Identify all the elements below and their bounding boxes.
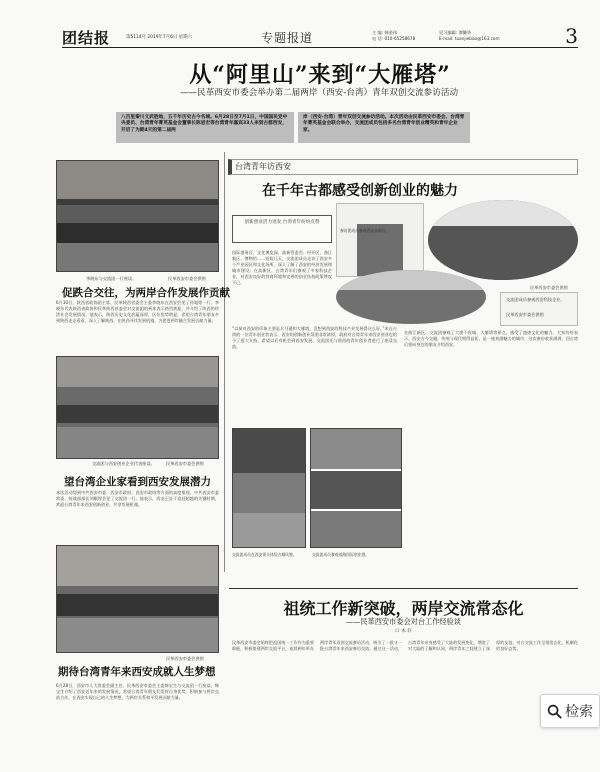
- photo-b-credit: 民革西安市委会供图: [530, 285, 568, 290]
- photo-c-caption: 交流团成员参观西安科技企业。: [506, 297, 565, 302]
- bottom-article-author: 口 本 轩: [395, 629, 412, 634]
- section-title: 专题报道: [261, 31, 314, 45]
- search-label: 检索: [565, 704, 593, 720]
- photo-oval-2: [336, 270, 486, 324]
- photo2-caption: 交流团与西安创业企业代表座谈。: [92, 461, 155, 466]
- photo-a-caption: 参访团成员参观西安高新区。: [340, 228, 390, 233]
- photo1-credit: 民革西安市委会供图: [168, 276, 206, 281]
- photo1-caption: 李晓东与交流团一行座谈。: [86, 276, 137, 281]
- article2-body: 本次活动得到中共西安市委、西安市政府、西安市政协等方面的高度重视。中共西安市委常委、统战部部长刘顺智会见了交流团一行。他表示，西安正处于追赶超越的关键时期，欢迎台湾青年来西安创新创业，共享发展机遇。: [56, 490, 219, 507]
- phone: 电 话: 010-65258678: [372, 36, 416, 41]
- lead-paragraph-left: 八百里秦川文武胜地，五千年历史古今名城。6月28日至7月1日，中国国民党中央委员、台湾青年菁英基金会董事长陈思宏等台湾青年嘉宾33人来到古都西安，开启了为期4天的第二届两: [116, 112, 294, 143]
- photo-handshake: [336, 203, 424, 277]
- photo-d-caption: 交流团成员参观丝路国际创业港。: [312, 552, 369, 557]
- bottom-article-rule: [229, 588, 578, 589]
- trainee-editor: 见习编辑: 谭馨华: [439, 30, 472, 35]
- photo-collage: [310, 428, 402, 548]
- right-body-3: 在曲江新区，交流团参观了大唐不夜城、大雁塔等景点，感受了盛唐文化的魅力。大家纷纷表示，西安古今交融，传统与现代相得益彰，是一座充满魅力的城市，这次参访收获满满，回台湾后要向身边的朋友介绍西安。: [404, 330, 578, 347]
- photo2-credit: 民革西安市委会供图: [166, 461, 204, 466]
- bottom-article-subtitle: ——民革西安市委会对台工作经验谈: [345, 617, 461, 626]
- photo-meeting-3: [56, 545, 219, 653]
- article1-title: 促跌合交往，为两岸合作发展作贡献: [62, 287, 230, 299]
- right-body-2: “以前对西安的印象主要是兵马俑和大雁塔，没想到西安的科技产业发展得这么好。”来自台湾的一位青年创业者表示，西安的创新创业氛围非常浓厚，政府对台湾青年来西安创业也给予了很大支持，希望以后有机会到西安发展。交流团还与陕西的青年创业者进行了座谈交流。: [232, 326, 397, 349]
- search-icon: [547, 704, 562, 719]
- editors-right: [439, 30, 500, 42]
- main-subheadline: ——民革西安市委会举办第二届两岸（西安-台湾）青年双创交流参访活动: [179, 88, 459, 98]
- photo-meeting-2: [56, 356, 219, 459]
- photo-group-oval: [428, 200, 578, 280]
- photo-meeting-1: [56, 160, 219, 272]
- bottom-article-body: 民革西安市委会始终把祖国统一工作作为重要职能，积极搭建两岸交流平台，连续两年举办两岸青年双创交流参访活动，吸引了一批又一批台湾青年来西安参访交流。通过这一活动，台湾青年亲身感受了大陆的发展变化，增进了对大陆的了解和认同，两岸青年之间建立了深厚的友谊，对台交流工作呈现常态化、机制化的良好态势。: [232, 640, 578, 651]
- kicker: 台湾青年访西安: [235, 162, 291, 171]
- right-body-1: 国际港务区、文化博览园、高新管委会、经开区、曲江新区、博物馆……短短几天，交流团成员走访了西安多个产业园区和文化场所，深入了解了西安的经济发展和城市建设。在高新区，台湾青年们参观了多家科技企业，对西安良好的营商环境和完善的创业扶持政策赞叹不已。: [232, 250, 332, 285]
- article3-body: 6月28日，西安市人大常委会副主任、民革西安市委会主委韩宝生与交流团一行座谈。韩宝生介绍了西安近年来的发展情况，希望台湾青年朋友们发挥自身优势，积极参与两岸交流合作，在西安实现自己的人生梦想，为两岸关系和平发展贡献力量。: [56, 683, 219, 700]
- main-headline: 从“阿里山”来到“大雁塔”: [189, 62, 451, 88]
- pull-quote: 创新创业活力迸发 台湾青年纷纷点赞: [232, 215, 332, 243]
- photo-e-caption: 交流团成员在西安街头体验古城风貌。: [232, 552, 297, 557]
- column-rule: [224, 152, 225, 572]
- masthead: [62, 26, 578, 48]
- newspaper-logo: 团结报: [62, 29, 111, 47]
- email: E-mail: tuanjiebao@163.com: [439, 36, 500, 41]
- article2-title: 望台湾企业家看到西安发展潜力: [64, 476, 211, 488]
- issue-line: 第5114号 2019年7月6日 星期六: [126, 35, 192, 40]
- photo3-credit: 民革西安市委会供图: [166, 656, 204, 661]
- chief-editor: 主 编: 韩金伟: [372, 30, 398, 35]
- article3-title: 期待台湾青年来西安成就人生梦想: [58, 666, 216, 678]
- photo-c-credit: 民革西安市委会供图: [506, 312, 544, 317]
- search-button[interactable]: [540, 694, 600, 728]
- lead-paragraph-right: 岸（西安-台湾）青年双创交流参访活动。本次活动由民革西安市委会、台湾青年菁英基金会联合举办，交流团成员包括多名台湾青年创业精英和青年企业家。: [298, 112, 470, 143]
- photo-street: [232, 428, 306, 548]
- editors-left: [372, 30, 415, 42]
- right-article-title: 在千年古都感受创新创业的魅力: [262, 183, 458, 199]
- bottom-article-title: 祖统工作新突破，两岸交流常态化: [283, 599, 524, 618]
- page-number: 3: [565, 24, 578, 48]
- article1-body: 6月30日，陕西省政协副主席、民革陕西省委会主委李晓东在西安会见了孙胤铭一行。李晓东代表陕西省政协和民革陕西省委会对交流团的到来表示热烈欢迎，并介绍了陕西的经济社会发展情况。他表示，陕西历史文化底蕴深厚，区位优势明显，希望台湾青年朋友多到陕西走走看看，深入了解陕西，在陕西寻找发展机遇，为促进两岸融合发展贡献力量。: [56, 300, 219, 323]
